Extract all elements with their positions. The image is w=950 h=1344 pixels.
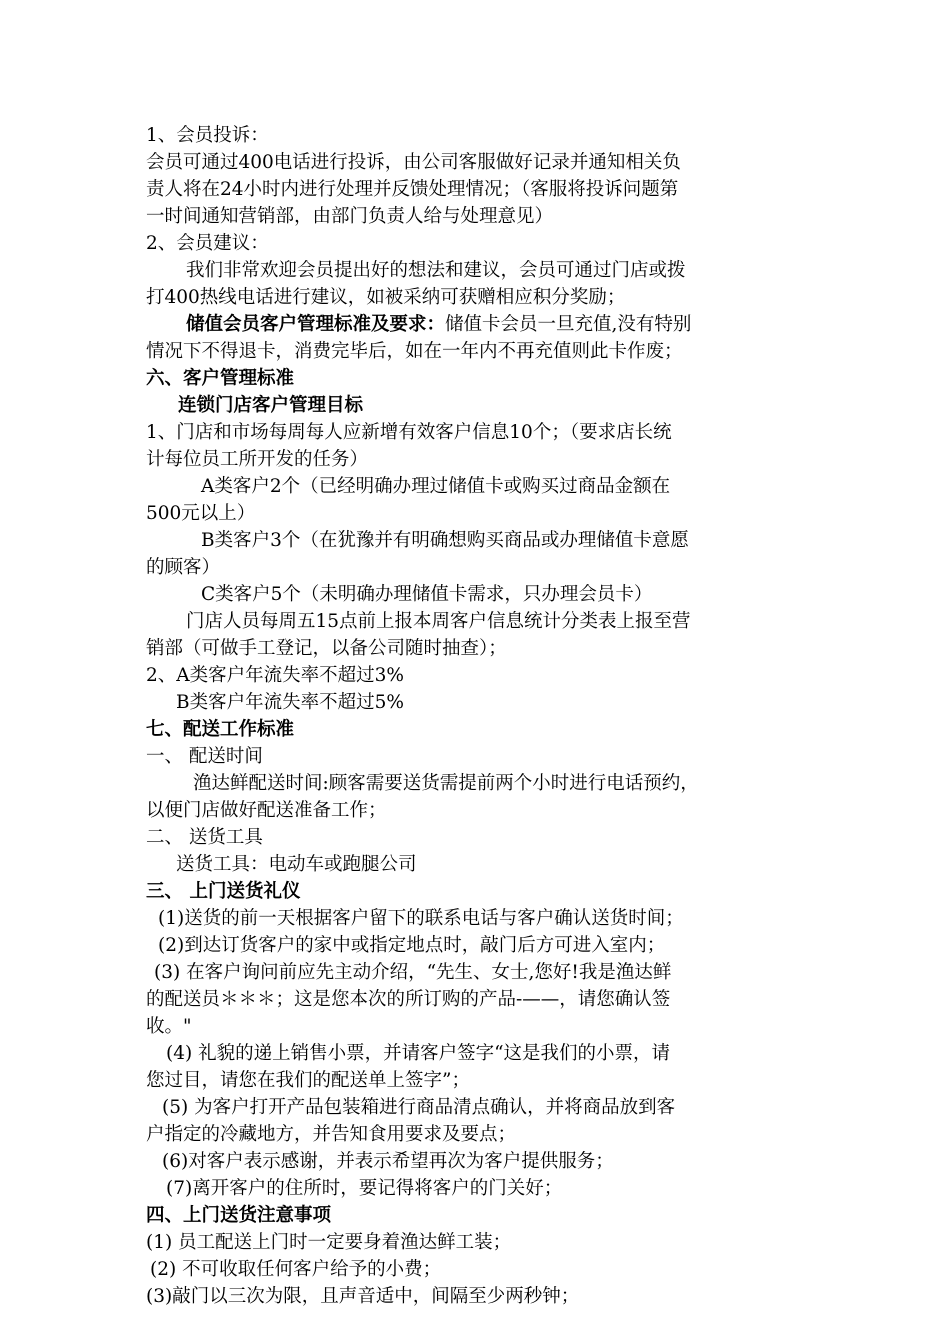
paragraph-line: 您过目，请您在我们的配送单上签字”； <box>146 1070 470 1091</box>
subheading: 连锁门店客户管理目标 <box>178 395 364 416</box>
stored-value-standard-line <box>146 311 812 338</box>
paragraph-line: 渔达鲜配送时间:顾客需要送货需提前两个小时进行电话预约， <box>193 773 699 794</box>
paragraph-line: 以便门店做好配送准备工作； <box>146 800 387 821</box>
paragraph-line: 打400热线电话进行建议，如被采纳可获赠相应积分奖励； <box>146 287 626 308</box>
list-item: (1)送货的前一天根据客户留下的联系电话与客户确认送货时间； <box>158 908 684 929</box>
list-item: (3) 在客户询问前应先主动介绍，“先生、女士,您好!我是渔达鲜 <box>154 962 672 983</box>
chapter-7-heading: 七、配送工作标准 <box>146 719 295 740</box>
paragraph-line: 的顾客） <box>146 557 221 578</box>
paragraph-line: A类客户2个（已经明确办理过储值卡或购买过商品金额在 <box>201 476 671 497</box>
list-item: (4) 礼貌的递上销售小票，并请客户签字“这是我们的小票，请 <box>166 1043 671 1064</box>
paragraph-line: 送货工具：电动车或跑腿公司 <box>176 854 417 875</box>
paragraph-line: 500元以上） <box>146 503 256 524</box>
section-2-heading: 2、会员建议： <box>146 233 269 254</box>
paragraph-line: 1、门店和市场每周每人应新增有效客户信息10个；（要求店长统 <box>146 422 672 443</box>
list-item: (3)敲门以三次为限，且声音适中，间隔至少两秒钟； <box>146 1286 580 1307</box>
paragraph-line: 一时间通知营销部，由部门负责人给与处理意见） <box>146 206 554 227</box>
paragraph-line: 门店人员每周五15点前上报本周客户信息统计分类表上报至营 <box>186 611 691 632</box>
paragraph-line: 计每位员工所开发的任务） <box>146 449 369 470</box>
list-item: (2) 不可收取任何客户给予的小费； <box>150 1259 442 1280</box>
paragraph-line: 我们非常欢迎会员提出好的想法和建议，会员可通过门店或拨 <box>186 260 686 281</box>
subsection-heading: 二、 送货工具 <box>146 827 263 848</box>
section-1-heading: 1、会员投诉： <box>146 125 269 146</box>
paragraph-line: 情况下不得退卡，消费完毕后，如在一年内不再充值则此卡作废； <box>146 341 683 362</box>
stored-value-standard-text: 储值卡会员一旦充值,没有特别 <box>445 314 692 335</box>
subsection-heading: 四、上门送货注意事项 <box>146 1205 332 1226</box>
stored-value-standard-label: 储值会员客户管理标准及要求： <box>186 314 446 335</box>
list-item: (1) 员工配送上门时一定要身着渔达鲜工装； <box>146 1232 512 1253</box>
list-item: (6)对客户表示感谢，并表示希望再次为客户提供服务； <box>162 1151 614 1172</box>
list-item: (7)离开客户的住所时，要记得将客户的门关好； <box>166 1178 563 1199</box>
list-item: (5) 为客户打开产品包装箱进行商品清点确认，并将商品放到客 <box>162 1097 676 1118</box>
paragraph-line: 户指定的冷藏地方，并告知食用要求及要点； <box>146 1124 517 1145</box>
document-body <box>146 122 812 1310</box>
paragraph-line: 销部（可做手工登记，以备公司随时抽查）； <box>146 638 507 659</box>
paragraph-line: 责人将在24小时内进行处理并反馈处理情况；（客服将投诉问题第 <box>146 179 679 200</box>
subsection-heading: 三、 上门送货礼仪 <box>146 881 301 902</box>
list-item: (2)到达订货客户的家中或指定地点时，敲门后方可进入室内； <box>158 935 666 956</box>
paragraph-line: 2、A类客户年流失率不超过3% <box>146 665 404 686</box>
paragraph-line: 收。" <box>146 1016 192 1037</box>
paragraph-line: 的配送员＊＊＊；这是您本次的所订购的产品-——，请您确认签 <box>146 989 671 1010</box>
paragraph-line: 会员可通过400电话进行投诉，由公司客服做好记录并通知相关负 <box>146 152 681 173</box>
chapter-6-heading: 六、客户管理标准 <box>146 368 295 389</box>
paragraph-line: B类客户年流失率不超过5% <box>176 692 404 713</box>
subsection-heading: 一、 配送时间 <box>146 746 263 767</box>
paragraph-line: C类客户5个（未明确办理储值卡需求，只办理会员卡） <box>201 584 653 605</box>
paragraph-line: B类客户3个（在犹豫并有明确想购买商品或办理储值卡意愿 <box>201 530 689 551</box>
